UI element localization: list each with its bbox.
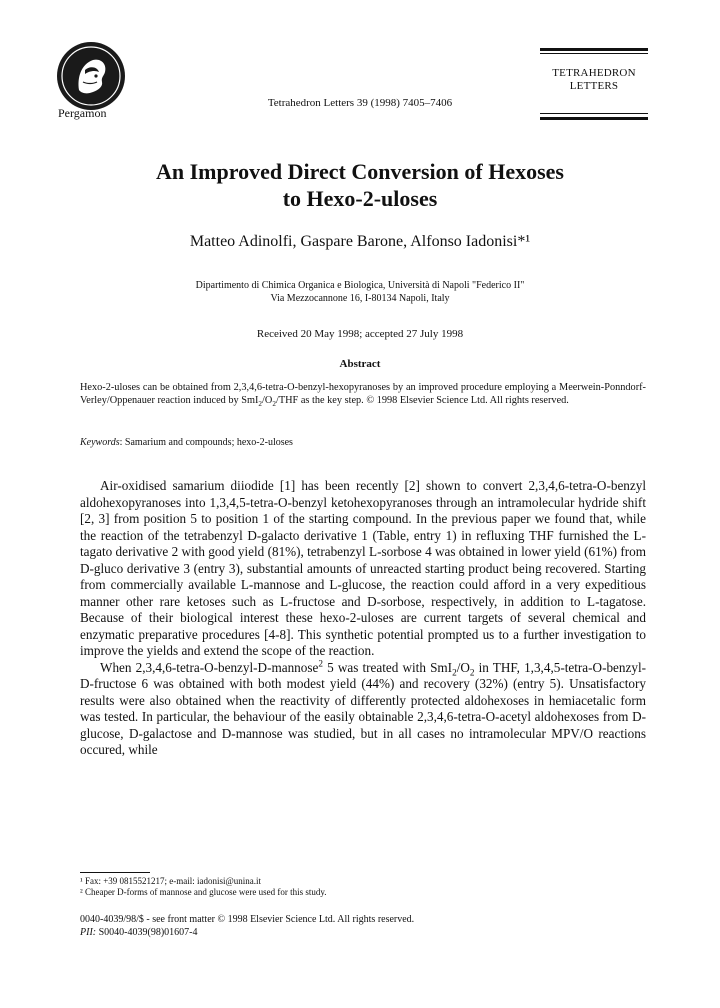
journal-reference: Tetrahedron Letters 39 (1998) 7405–7406 <box>267 97 453 109</box>
pii-label: PII: <box>80 927 97 938</box>
p2-part-c: /O <box>456 659 470 675</box>
title-line-2: to Hexo-2-uloses <box>282 186 438 211</box>
abstract-part-1: Hexo-2-uloses can be obtained from 2,3,4,6-tetra-O-benzyl-hexopyranoses by an improved procedure employing a Meerwein-Ponndorf-Verley/Oppenauer reaction induced by SmI <box>80 382 646 407</box>
abstract-sub-2: 2 <box>272 400 276 409</box>
article-title <box>60 158 660 212</box>
footnotes <box>80 876 327 898</box>
footnote-1: ¹ Fax: +39 0815521217; e-mail: iadonisi@unina.it <box>80 876 262 886</box>
footnote-2: ² Cheaper D-forms of mannose and glucose were used for this study. <box>80 887 327 897</box>
p2-footnote-ref: 2 <box>318 658 323 669</box>
p2-sub-1: 2 <box>452 667 457 678</box>
journal-name <box>540 67 648 93</box>
footer <box>80 913 414 939</box>
pii-value: S0040-4039(98)01607-4 <box>96 927 198 938</box>
affiliation <box>60 279 660 305</box>
keywords-label: Keywords <box>80 437 120 448</box>
journal-name-line1: TETRAHEDRON <box>552 67 636 79</box>
affiliation-line-1: Dipartimento di Chimica Organica e Biologica, Università di Napoli "Federico II" <box>195 280 525 291</box>
header-rule-bottom <box>540 117 648 120</box>
body-text <box>80 478 646 759</box>
header-rule-top <box>540 48 648 51</box>
keywords <box>80 437 646 448</box>
abstract-sub-1: 2 <box>258 400 263 409</box>
footnote-rule <box>80 872 150 873</box>
journal-name-line2: LETTERS <box>569 80 619 92</box>
abstract-part-3: /THF as the key step. © 1998 Elsevier Science Ltd. All rights reserved. <box>275 395 569 407</box>
p2-part-b: 5 was treated with SmI <box>322 659 453 675</box>
publisher-name: Pergamon <box>58 106 107 120</box>
abstract-text <box>80 381 646 408</box>
authors: Matteo Adinolfi, Gaspare Barone, Alfonso Iadonisi*¹ <box>189 233 531 250</box>
paragraph-1: Air-oxidised samarium diiodide [1] has been recently [2] shown to convert 2,3,4,6-tetra-O-benzyl aldohexopyranoses into 1,3,4,5-tetra-O-benzyl ketohexopyranoses through an intramolecular hydride shift [2, 3] from position 5 to position 1 of the starting compound. In the previous paper we found that, while the reaction of the tetrabenzyl D-galacto derivative 1 (Table, entry 1) in refluxing THF furnished the L-tagato derivative 2 with good yield (81%), tetrabenzyl L-sorbose 4 was obtained in lower yield (61%) from D-gluco derivative 3 (entry 3), substantial amounts of unreacted starting product being recovered. Starting from commercially available L-mannose and L-glucose, the reaction could afford in a very expeditious manner other rare ketoses such as L-fructose and D-sorbose, respectively, in addition to L-tagatose. Because of their biological interest these hexo-2-uloses are current targets of several chemical and enzymatic preparative procedures [4-8]. This synthetic potential prompted us to a further investigation to improve the yields and extend the scope of the reaction. <box>80 478 646 658</box>
title-line-1: An Improved Direct Conversion of Hexoses <box>156 159 564 184</box>
p2-part-d: in THF, 1,3,4,5-tetra-O-benzyl-D-fructose 6 was obtained with both modest yield (44%) and recovery (32%) (entry 5). Unsatisfactory results were also obtained when the reactivity of differently protected aldohexoses in hemiacetalic form was tested. In particular, the behaviour of the easily obtainable 2,3,4,6-tetra-O-acetyl aldohexoses from D-glucose, D-galactose and D-mannose was studied, but in all cases no intramolecular MPV/O reactions occured, while <box>80 659 647 757</box>
received-dates: Received 20 May 1998; accepted 27 July 1998 <box>256 328 464 340</box>
p2-part-a: When 2,3,4,6-tetra-O-benzyl-D-mannose <box>100 659 319 675</box>
header-rule-bottom-thin <box>540 113 648 114</box>
affiliation-line-2: Via Mezzocannone 16, I-80134 Napoli, Italy <box>270 293 450 304</box>
copyright-line: 0040-4039/98/$ - see front matter © 1998 Elsevier Science Ltd. All rights reserved. <box>80 914 415 925</box>
pii-line <box>80 926 414 939</box>
p2-sub-2: 2 <box>469 667 475 678</box>
keywords-text: : Samarium and compounds; hexo-2-uloses <box>119 437 293 448</box>
paragraph-2 <box>80 660 646 759</box>
header-rule-top-thin <box>540 53 648 54</box>
abstract-part-2: /O <box>262 395 273 407</box>
abstract-heading: Abstract <box>339 358 381 370</box>
